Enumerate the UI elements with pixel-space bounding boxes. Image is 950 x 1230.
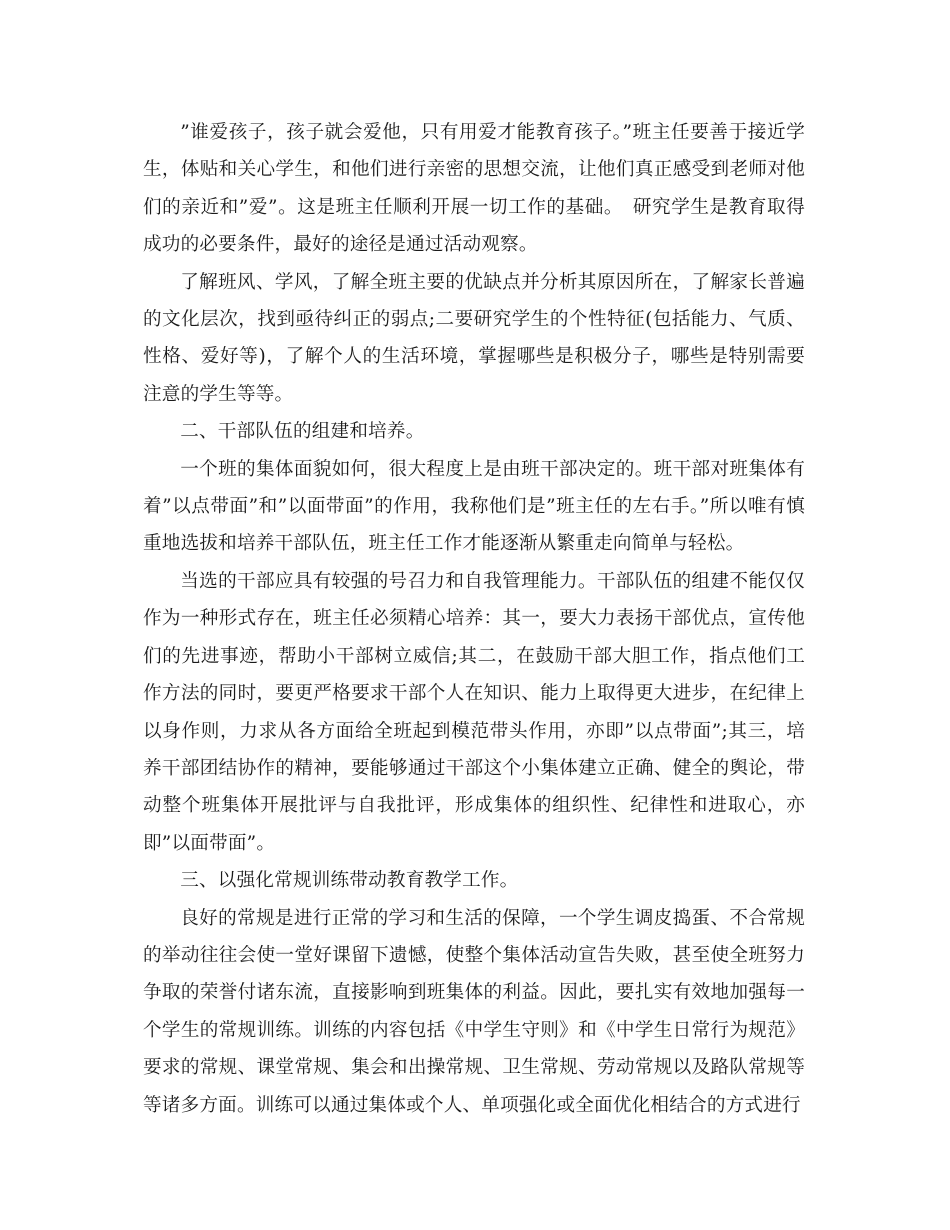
paragraph-routine-norms: 良好的常规是进行正常的学习和生活的保障，一个学生调皮捣蛋、不合常规的举动往往会使一堂好课留下遗憾，使整个集体活动宣告失败，甚至使全班努力争取的荣誉付诸东流，直接影响到班集体的利益。因此，要扎实有效地加强每一个学生的常规训练。训练的内容包括《中学生守则》和《中学生日常行为规范》要求的常规、课堂常规、集会和出操常规、卫生常规、劳动常规以及路队常规等等诸多方面。训练可以通过集体或个人、单项强化或全面优化相结合的方式进行	[143, 907, 805, 1116]
section-heading-routine-training: 三、以强化常规训练带动教育教学工作。	[180, 870, 519, 892]
section-heading-cadre-team: 二、干部队伍的组建和培养。	[180, 421, 425, 443]
paragraph-love-students: ”谁爱孩子，孩子就会爱他，只有用爱才能教育孩子。”班主任要善于接近学生，体贴和关心学生，和他们进行亲密的思想交流，让他们真正感受到老师对他们的亲近和”爱”。这是班主任顺利开展一切工作的基础。 研究学生是教育取得成功的必要条件，最好的途径是通过活动观察。	[143, 122, 805, 256]
paragraph-cadre-training: 当选的干部应具有较强的号召力和自我管理能力。干部队伍的组建不能仅仅作为一种形式存在，班主任必须精心培养：其一，要大力表扬干部优点，宣传他们的先进事迹，帮助小干部树立威信;其二，在鼓励干部大胆工作，指点他们工作方法的同时，要更严格要求干部个人在知识、能力上取得更大进步，在纪律上以身作则，力求从各方面给全班起到模范带头作用，亦即”以点带面”;其三，培养干部团结协作的精神，要能够通过干部这个小集体建立正确、健全的舆论，带动整个班集体开展批评与自我批评，形成集体的组织性、纪律性和进取心，亦即”以面带面”。	[143, 570, 805, 854]
paragraph-understand-class: 了解班风、学风，了解全班主要的优缺点并分析其原因所在，了解家长普遍的文化层次，找到亟待纠正的弱点;二要研究学生的个性特征(包括能力、气质、性格、爱好等)，了解个人的生活环境，掌握哪些是积极分子，哪些是特别需要注意的学生等等。	[143, 271, 805, 405]
document-body	[143, 114, 805, 1124]
paragraph-class-cadres-role: 一个班的集体面貌如何，很大程度上是由班干部决定的。班干部对班集体有着”以点带面”和”以面带面”的作用，我称他们是”班主任的左右手。”所以唯有慎重地选拔和培养干部队伍，班主任工作才能逐渐从繁重走向简单与轻松。	[143, 458, 805, 555]
